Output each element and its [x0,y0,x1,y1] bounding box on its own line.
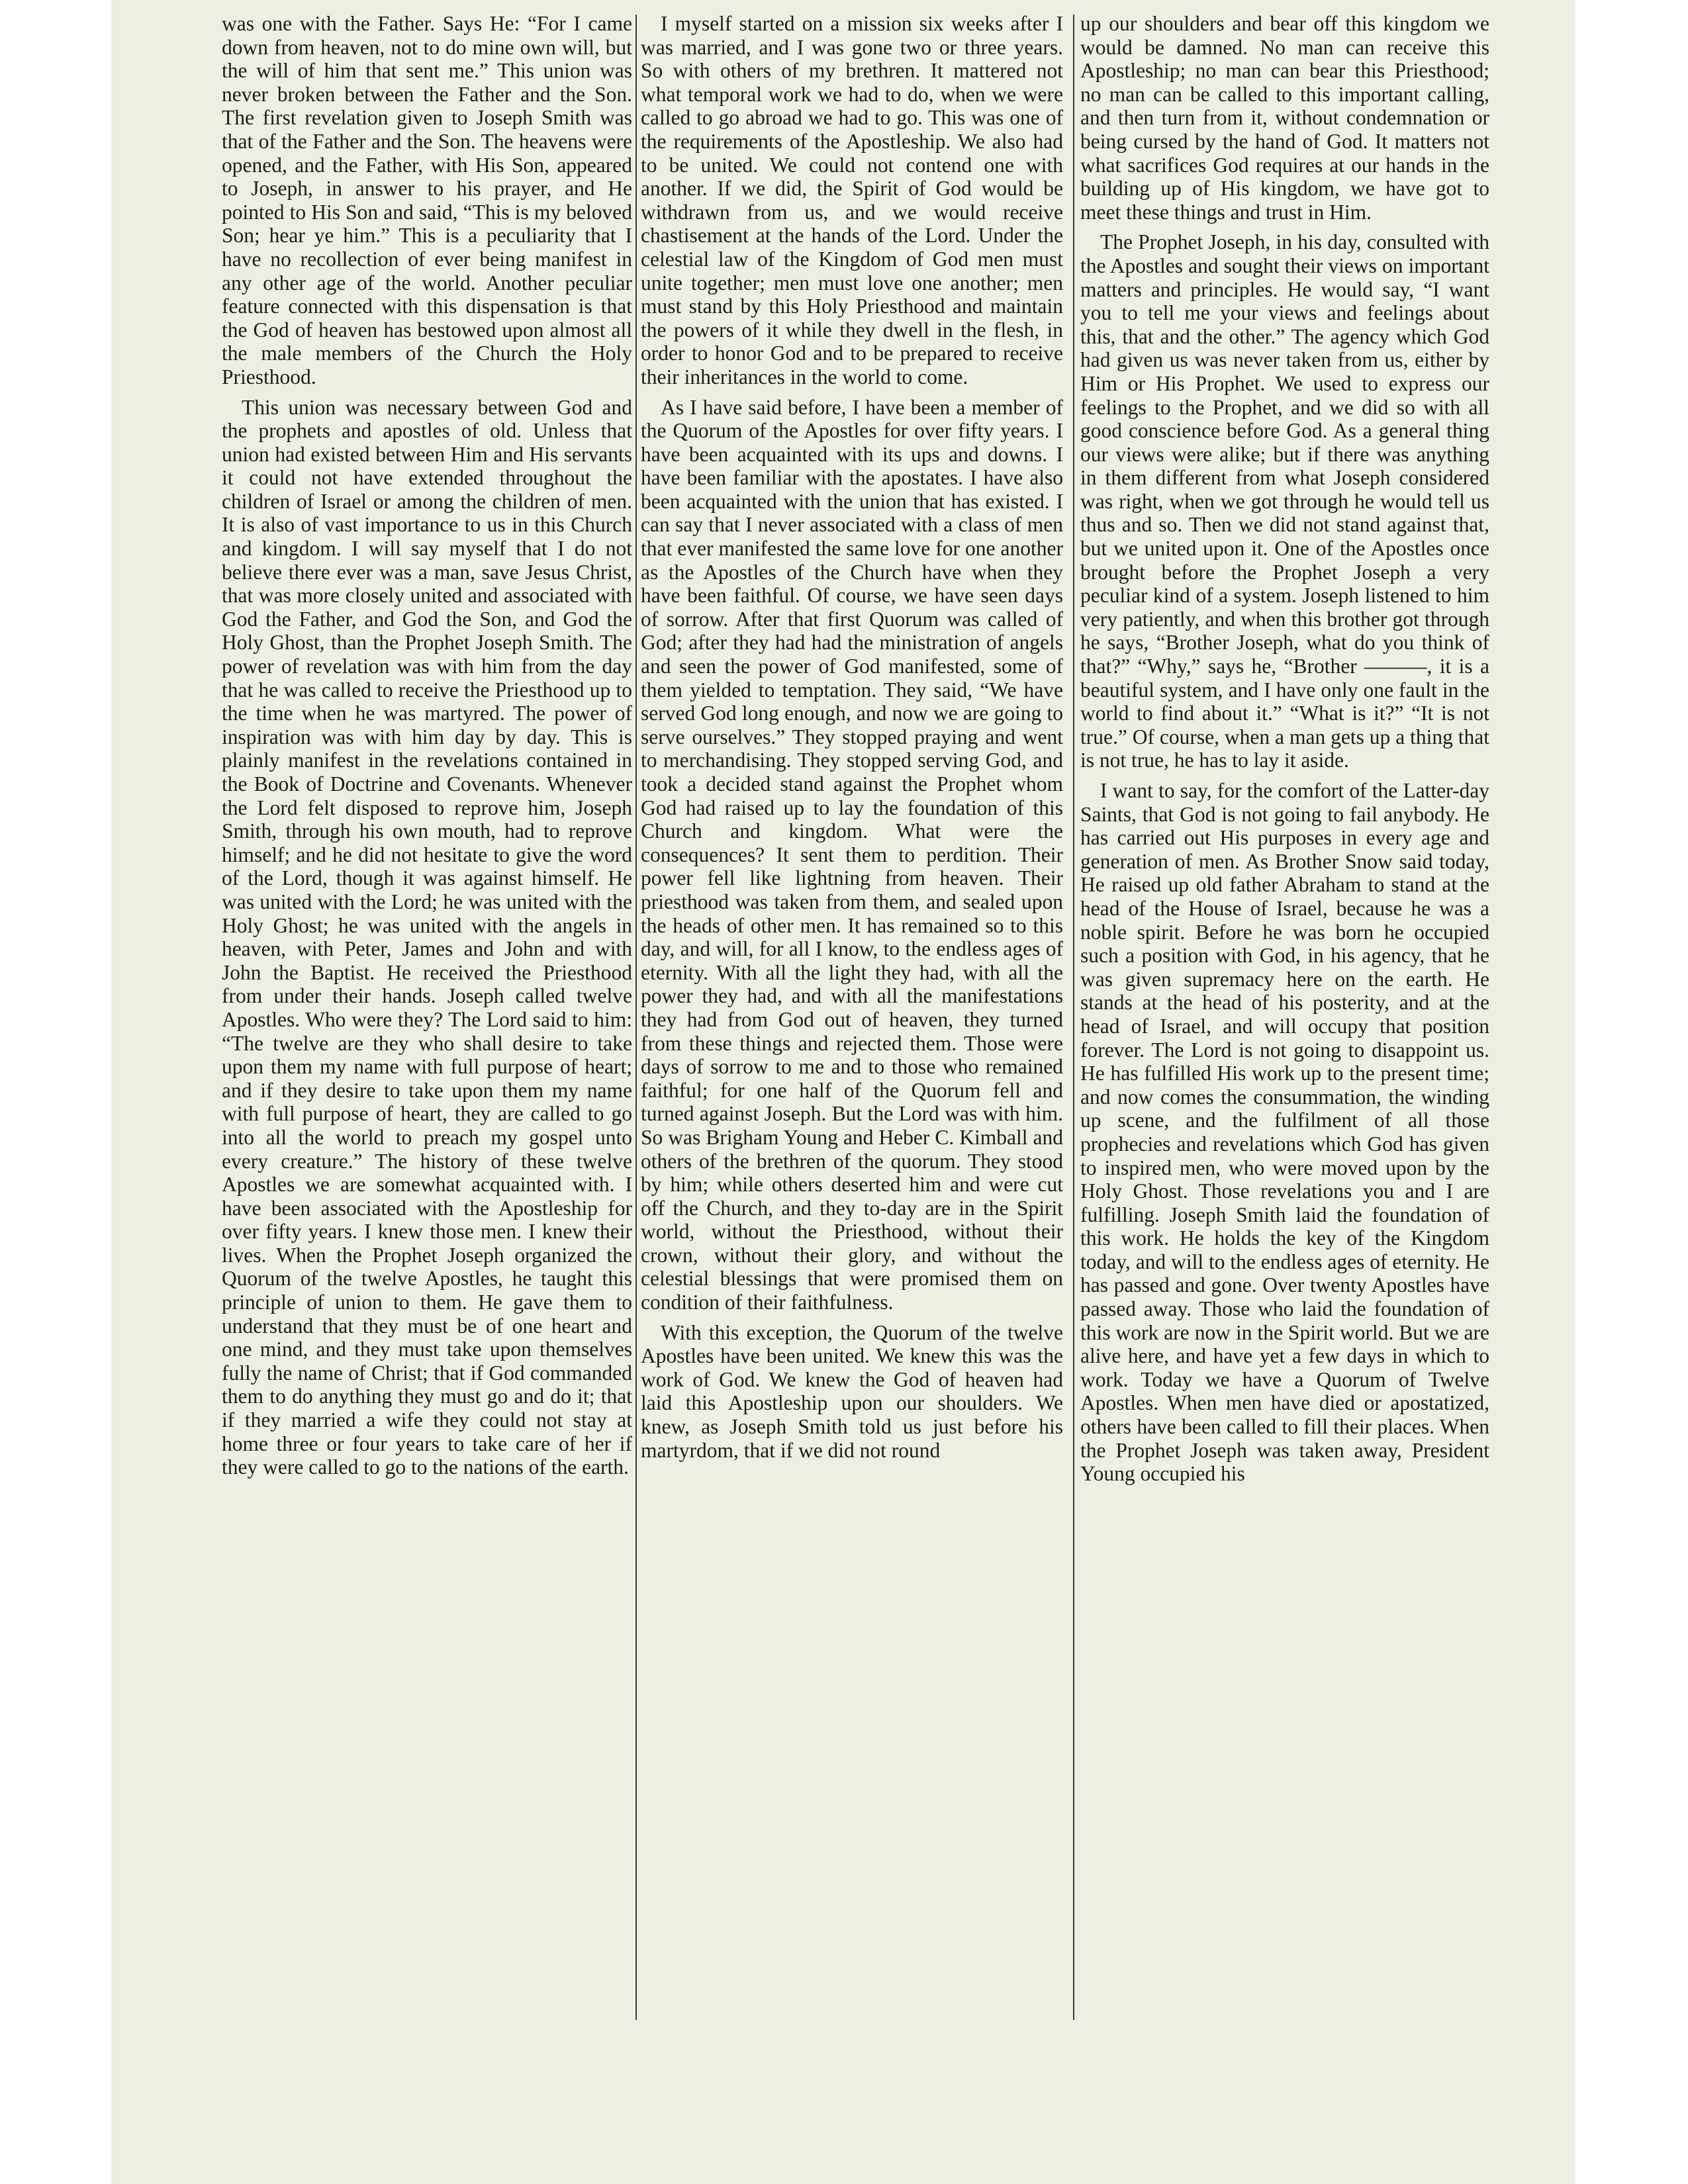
paragraph: I want to say, for the comfort of the Latter-day Saints, that God is not going to fail anybody. He has carried out His purposes in every age and generation of men. As Brother Snow said today, He raised up old father Abraham to stand at the head of the House of Israel, because he was a noble spirit. Before he was born he occupied such a position with God, in his agency, that he was given supremacy here on the earth. He stands at the head of his posterity, and at the head of Israel, and will occupy that position forever. The Lord is not going to disappoint us. He has fulfilled His work up to the present time; and now comes the consummation, the winding up scene, and the fulfilment of all those prophecies and revelations which God has given to inspired men, who were moved upon by the Holy Ghost. Those revelations you and I are fulfilling. Joseph Smith laid the foundation of this work. He holds the key of the Kingdom today, and will to the endless ages of eternity. He has passed and gone. Over twenty Apostles have passed away. Those who laid the foundation of this work are now in the Spirit world. But we are alive here, and have yet a few days in which to work. Today we have a Quorum of Twelve Apostles. When men have died or apostatized, others have been called to fill their places. When the Prophet Joseph was taken away, President Young occupied his [1080,779,1489,1486]
text-column-1 [222,12,632,2024]
paragraph: With this exception, the Quorum of the twelve Apostles have been united. We knew this was the work of God. We knew the God of heaven had laid this Apostleship upon our shoulders. We knew, as Joseph Smith told us just before his martyrdom, that if we did not round [641,1320,1063,1462]
text-column-2 [641,12,1063,2024]
column-divider [635,15,637,2020]
column-divider [1073,15,1074,2020]
paragraph: This union was necessary between God and the prophets and apostles of old. Unless that union had existed between Him and His servants it could not have extended throughout the children of Israel or among the children of men. It is also of vast importance to us in this Church and kingdom. I will say myself that I do not believe there ever was a man, save Jesus Christ, that was more closely united and associated with God the Father, and God the Son, and God the Holy Ghost, than the Prophet Joseph Smith. The power of revelation was with him from the day that he was called to receive the Priesthood up to the time when he was martyred. The power of inspiration was with him day by day. This is plainly manifest in the revelations contained in the Book of Doctrine and Covenants. Whenever the Lord felt disposed to reprove him, Joseph Smith, through his own mouth, had to reprove himself; and he did not hesitate to give the word of the Lord, though it was against himself. He was united with the Lord; he was united with the Holy Ghost; he was united with the angels in heaven, with Peter, James and John and with John the Baptist. He received the Priesthood from under their hands. Joseph called twelve Apostles. Who were they? The Lord said to him: “The twelve are they who shall desire to take upon them my name with full purpose of heart; and if they desire to take upon them my name with full purpose of heart, they are called to go into all the world to preach my gospel unto every creature.” The history of these twelve Apostles we are somewhat acquainted with. I have been associated with the Apostleship for over fifty years. I knew those men. I knew their lives. When the Prophet Joseph organized the Quorum of the twelve Apostles, he taught this principle of union to them. He gave them to understand that they must be of one heart and one mind, and they must take upon themselves fully the name of Christ; that if God commanded them to do anything they must go and do it; that if they married a wife they could not stay at home three or four years to take care of her if they were called to go to the nations of the earth. [222,395,632,1479]
text-column-3 [1080,12,1489,2024]
scan-margin [0,0,111,2184]
paragraph: As I have said before, I have been a member of the Quorum of the Apostles for over fifty years. I have been acquainted with its ups and downs. I have been familiar with the apostates. I have also been acquainted with the union that has existed. I can say that I never associated with a class of men that ever manifested the same love for one another as the Apostles of the Church have when they have been faithful. Of course, we have seen days of sorrow. After that first Quorum was called of God; after they had had the ministration of angels and seen the power of God manifested, some of them yielded to temptation. They said, “We have served God long enough, and now we are going to serve ourselves.” They stopped praying and went to merchandising. They stopped serving God, and took a decided stand against the Prophet whom God had raised up to lay the foundation of this Church and kingdom. What were the consequences? It sent them to perdition. Their power fell like lightning from heaven. Their priesthood was taken from them, and sealed upon the heads of other men. It has remained so to this day, and will, for all I know, to the endless ages of eternity. With all the light they had, with all the power they had, and with all the manifestations they had from God out of heaven, they turned from these things and rejected them. Those were days of sorrow to me and to those who remained faithful; for one half of the Quorum fell and turned against Joseph. But the Lord was with him. So was Brigham Young and Heber C. Kimball and others of the brethren of the quorum. They stood by him; while others deserted him and were cut off the Church, and they to-day are in the Spirit world, without the Priesthood, without their crown, without their glory, and without the celestial blessings that were promised them on condition of their faithfulness. [641,395,1063,1314]
paragraph: The Prophet Joseph, in his day, consulted with the Apostles and sought their views on important matters and principles. He would say, “I want you to tell me your views and feelings about this, that and the other.” The agency which God had given us was never taken from us, either by Him or His Prophet. We used to express our feelings to the Prophet, and we did so with all good conscience before God. As a general thing our views were alike; but if there was anything in them different from what Joseph considered was right, when we got through he would tell us thus and so. Then we did not stand against that, but we united upon it. One of the Apostles once brought before the Prophet Joseph a very peculiar kind of a system. Joseph listened to him very patiently, and when this brother got through he says, “Brother Joseph, what do you think of that?” “Why,” says he, “Brother ———, it is a beautiful system, and I have only one fault in the world to find about it.” “What is it?” “It is not true.” Of course, when a man gets up a thing that is not true, he has to lay it aside. [1080,230,1489,772]
paragraph: I myself started on a mission six weeks after I was married, and I was gone two or three years. So with others of my brethren. It mattered not what temporal work we had to do, when we were called to go abroad we had to go. This was one of the requirements of the Apostleship. We also had to be united. We could not contend one with another. If we did, the Spirit of God would be withdrawn from us, and we would receive chastisement at the hands of the Lord. Under the celestial law of the Kingdom of God men must unite together; men must love one another; men must stand by this Holy Priesthood and maintain the powers of it while they dwell in the flesh, in order to honor God and to be prepared to receive their inheritances in the world to come. [641,12,1063,388]
paragraph: was one with the Father. Says He: “For I came down from heaven, not to do mine own will, but the will of him that sent me.” This union was never broken between the Father and the Son. The first revelation given to Joseph Smith was that of the Father and the Son. The heavens were opened, and the Father, with His Son, appeared to Joseph, in answer to his prayer, and He pointed to His Son and said, “This is my beloved Son; hear ye him.” This is a peculiarity that I have no recollection of ever being manifest in any other age of the world. Another peculiar feature connected with this dispensation is that the God of heaven has bestowed upon almost all the male members of the Church the Holy Priesthood. [222,12,632,388]
paragraph: up our shoulders and bear off this kingdom we would be damned. No man can receive this Apostleship; no man can bear this Priesthood; no man can be called to this important calling, and then turn from it, without condemnation or being cursed by the hand of God. It matters not what sacrifices God requires at our hands in the building up of His kingdom, we have got to meet these things and trust in Him. [1080,12,1489,224]
